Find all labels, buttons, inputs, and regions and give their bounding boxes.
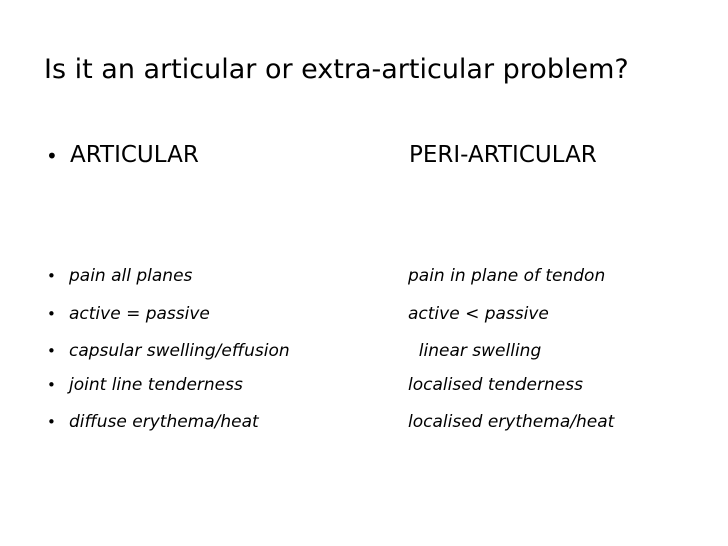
articular-item: active = passive xyxy=(69,304,210,324)
peri-articular-item: pain in plane of tendon xyxy=(408,266,606,286)
peri-articular-heading: PERI-ARTICULAR xyxy=(409,142,597,168)
row-bullet: • xyxy=(47,305,56,323)
articular-item: joint line tenderness xyxy=(69,375,243,395)
row-bullet: • xyxy=(47,342,56,360)
peri-articular-item: localised erythema/heat xyxy=(408,412,615,432)
heading-bullet: • xyxy=(46,144,58,168)
peri-articular-item: active < passive xyxy=(408,304,549,324)
peri-articular-item: localised tenderness xyxy=(408,375,583,395)
slide-title: Is it an articular or extra-articular problem? xyxy=(44,54,629,85)
articular-item: diffuse erythema/heat xyxy=(69,412,259,432)
peri-articular-item: linear swelling xyxy=(408,341,542,361)
row-bullet: • xyxy=(47,267,56,285)
articular-heading: ARTICULAR xyxy=(70,142,199,168)
articular-item: capsular swelling/effusion xyxy=(69,341,290,361)
row-bullet: • xyxy=(47,413,56,431)
articular-item: pain all planes xyxy=(69,266,193,286)
row-bullet: • xyxy=(47,376,56,394)
